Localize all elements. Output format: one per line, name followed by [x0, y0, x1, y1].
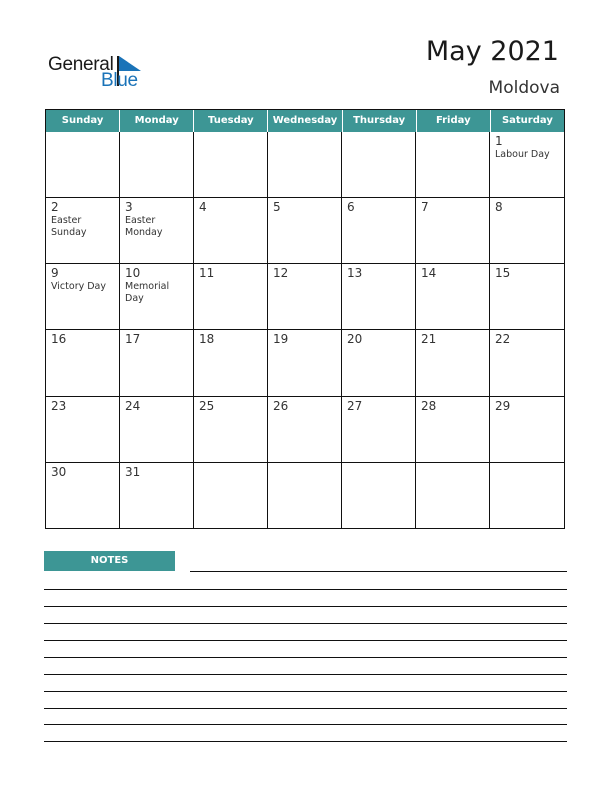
day-cell	[416, 330, 490, 396]
day-cell	[46, 397, 120, 463]
notes-line	[44, 724, 567, 725]
day-cell	[194, 264, 268, 330]
day-cell	[120, 132, 194, 198]
notes-line	[44, 657, 567, 658]
day-cell	[490, 397, 564, 463]
calendar-body	[46, 132, 564, 529]
day-cell	[342, 330, 416, 396]
notes-line	[44, 691, 567, 692]
day-cell	[416, 463, 490, 529]
day-number: 23	[51, 398, 67, 413]
day-cell	[46, 132, 120, 198]
day-number: 8	[495, 200, 503, 215]
day-cell	[268, 132, 342, 198]
day-number: 13	[347, 266, 363, 281]
notes-line	[44, 640, 567, 641]
day-number: 29	[495, 398, 511, 413]
logo-text-general: General	[48, 54, 114, 75]
day-cell	[194, 463, 268, 529]
day-number: 10	[125, 266, 141, 281]
day-cell	[416, 264, 490, 330]
day-cell	[268, 198, 342, 264]
holiday-label: Easter Sunday	[51, 215, 87, 239]
day-number: 16	[51, 332, 67, 347]
weekday-header	[46, 110, 564, 132]
day-cell	[490, 132, 564, 198]
day-number: 1	[495, 134, 503, 148]
day-number: 12	[273, 266, 289, 281]
day-cell	[416, 132, 490, 198]
day-cell	[120, 463, 194, 529]
notes-line	[44, 623, 567, 624]
day-number: 17	[125, 332, 141, 347]
day-cell	[194, 132, 268, 198]
logo-triangle-icon	[119, 56, 141, 71]
weekday-saturday: Saturday	[501, 115, 553, 126]
holiday-label: Easter Monday	[125, 215, 163, 239]
day-number: 26	[273, 398, 289, 413]
day-number: 2	[51, 200, 59, 215]
day-number: 25	[199, 398, 215, 413]
day-cell	[268, 330, 342, 396]
holiday-label: Memorial Day	[125, 281, 170, 305]
day-number: 7	[421, 200, 429, 215]
notes-line	[44, 708, 567, 709]
day-cell	[490, 463, 564, 529]
day-cell	[120, 198, 194, 264]
day-cell	[342, 264, 416, 330]
weekday-sunday: Sunday	[46, 110, 120, 132]
day-cell	[120, 330, 194, 396]
day-number: 22	[495, 332, 511, 347]
day-cell	[342, 132, 416, 198]
notes-line	[44, 606, 567, 607]
weekday-friday: Friday	[417, 110, 491, 132]
page-title: May 2021	[425, 36, 559, 67]
day-number: 15	[495, 266, 511, 281]
notes-line	[44, 589, 567, 590]
day-cell	[194, 198, 268, 264]
day-cell	[416, 397, 490, 463]
day-number: 31	[125, 464, 141, 479]
notes-label: NOTES	[44, 551, 175, 571]
day-cell	[120, 397, 194, 463]
day-cell	[490, 330, 564, 396]
day-cell	[342, 397, 416, 463]
day-number: 28	[421, 398, 437, 413]
country-label: Moldova	[488, 78, 560, 98]
day-cell	[194, 397, 268, 463]
calendar-grid	[45, 109, 565, 529]
day-number: 4	[199, 200, 207, 215]
weekday-wednesday: Wednesday	[268, 110, 342, 132]
day-number: 9	[51, 266, 59, 281]
logo	[48, 54, 158, 94]
holiday-label: Victory Day	[51, 281, 106, 293]
day-number: 14	[421, 266, 437, 281]
weekday-monday: Monday	[120, 110, 194, 132]
day-number: 6	[347, 200, 355, 215]
day-cell	[46, 264, 120, 330]
notes-line	[44, 674, 567, 675]
notes-line	[44, 741, 567, 742]
day-number: 19	[273, 332, 289, 347]
day-cell	[342, 463, 416, 529]
day-number: 24	[125, 398, 141, 413]
weekday-thursday: Thursday	[343, 110, 417, 132]
day-number: 20	[347, 332, 363, 347]
weekday-tuesday: Tuesday	[194, 110, 268, 132]
day-number: 30	[51, 464, 67, 479]
day-cell	[268, 463, 342, 529]
day-cell	[490, 264, 564, 330]
logo-text-blue: Blue	[101, 70, 138, 91]
day-number: 21	[421, 332, 437, 347]
notes-line	[190, 571, 567, 572]
day-cell	[194, 330, 268, 396]
day-cell	[46, 463, 120, 529]
day-number: 18	[199, 332, 215, 347]
holiday-label: Labour Day	[495, 149, 550, 160]
day-cell	[46, 198, 120, 264]
day-cell	[416, 198, 490, 264]
day-cell	[46, 330, 120, 396]
day-cell	[268, 397, 342, 463]
day-number: 5	[273, 200, 281, 215]
day-number: 27	[347, 398, 363, 413]
day-number: 11	[199, 266, 215, 281]
day-cell	[268, 264, 342, 330]
day-number: 3	[125, 200, 133, 215]
day-cell	[120, 264, 194, 330]
day-cell	[342, 198, 416, 264]
day-cell	[490, 198, 564, 264]
